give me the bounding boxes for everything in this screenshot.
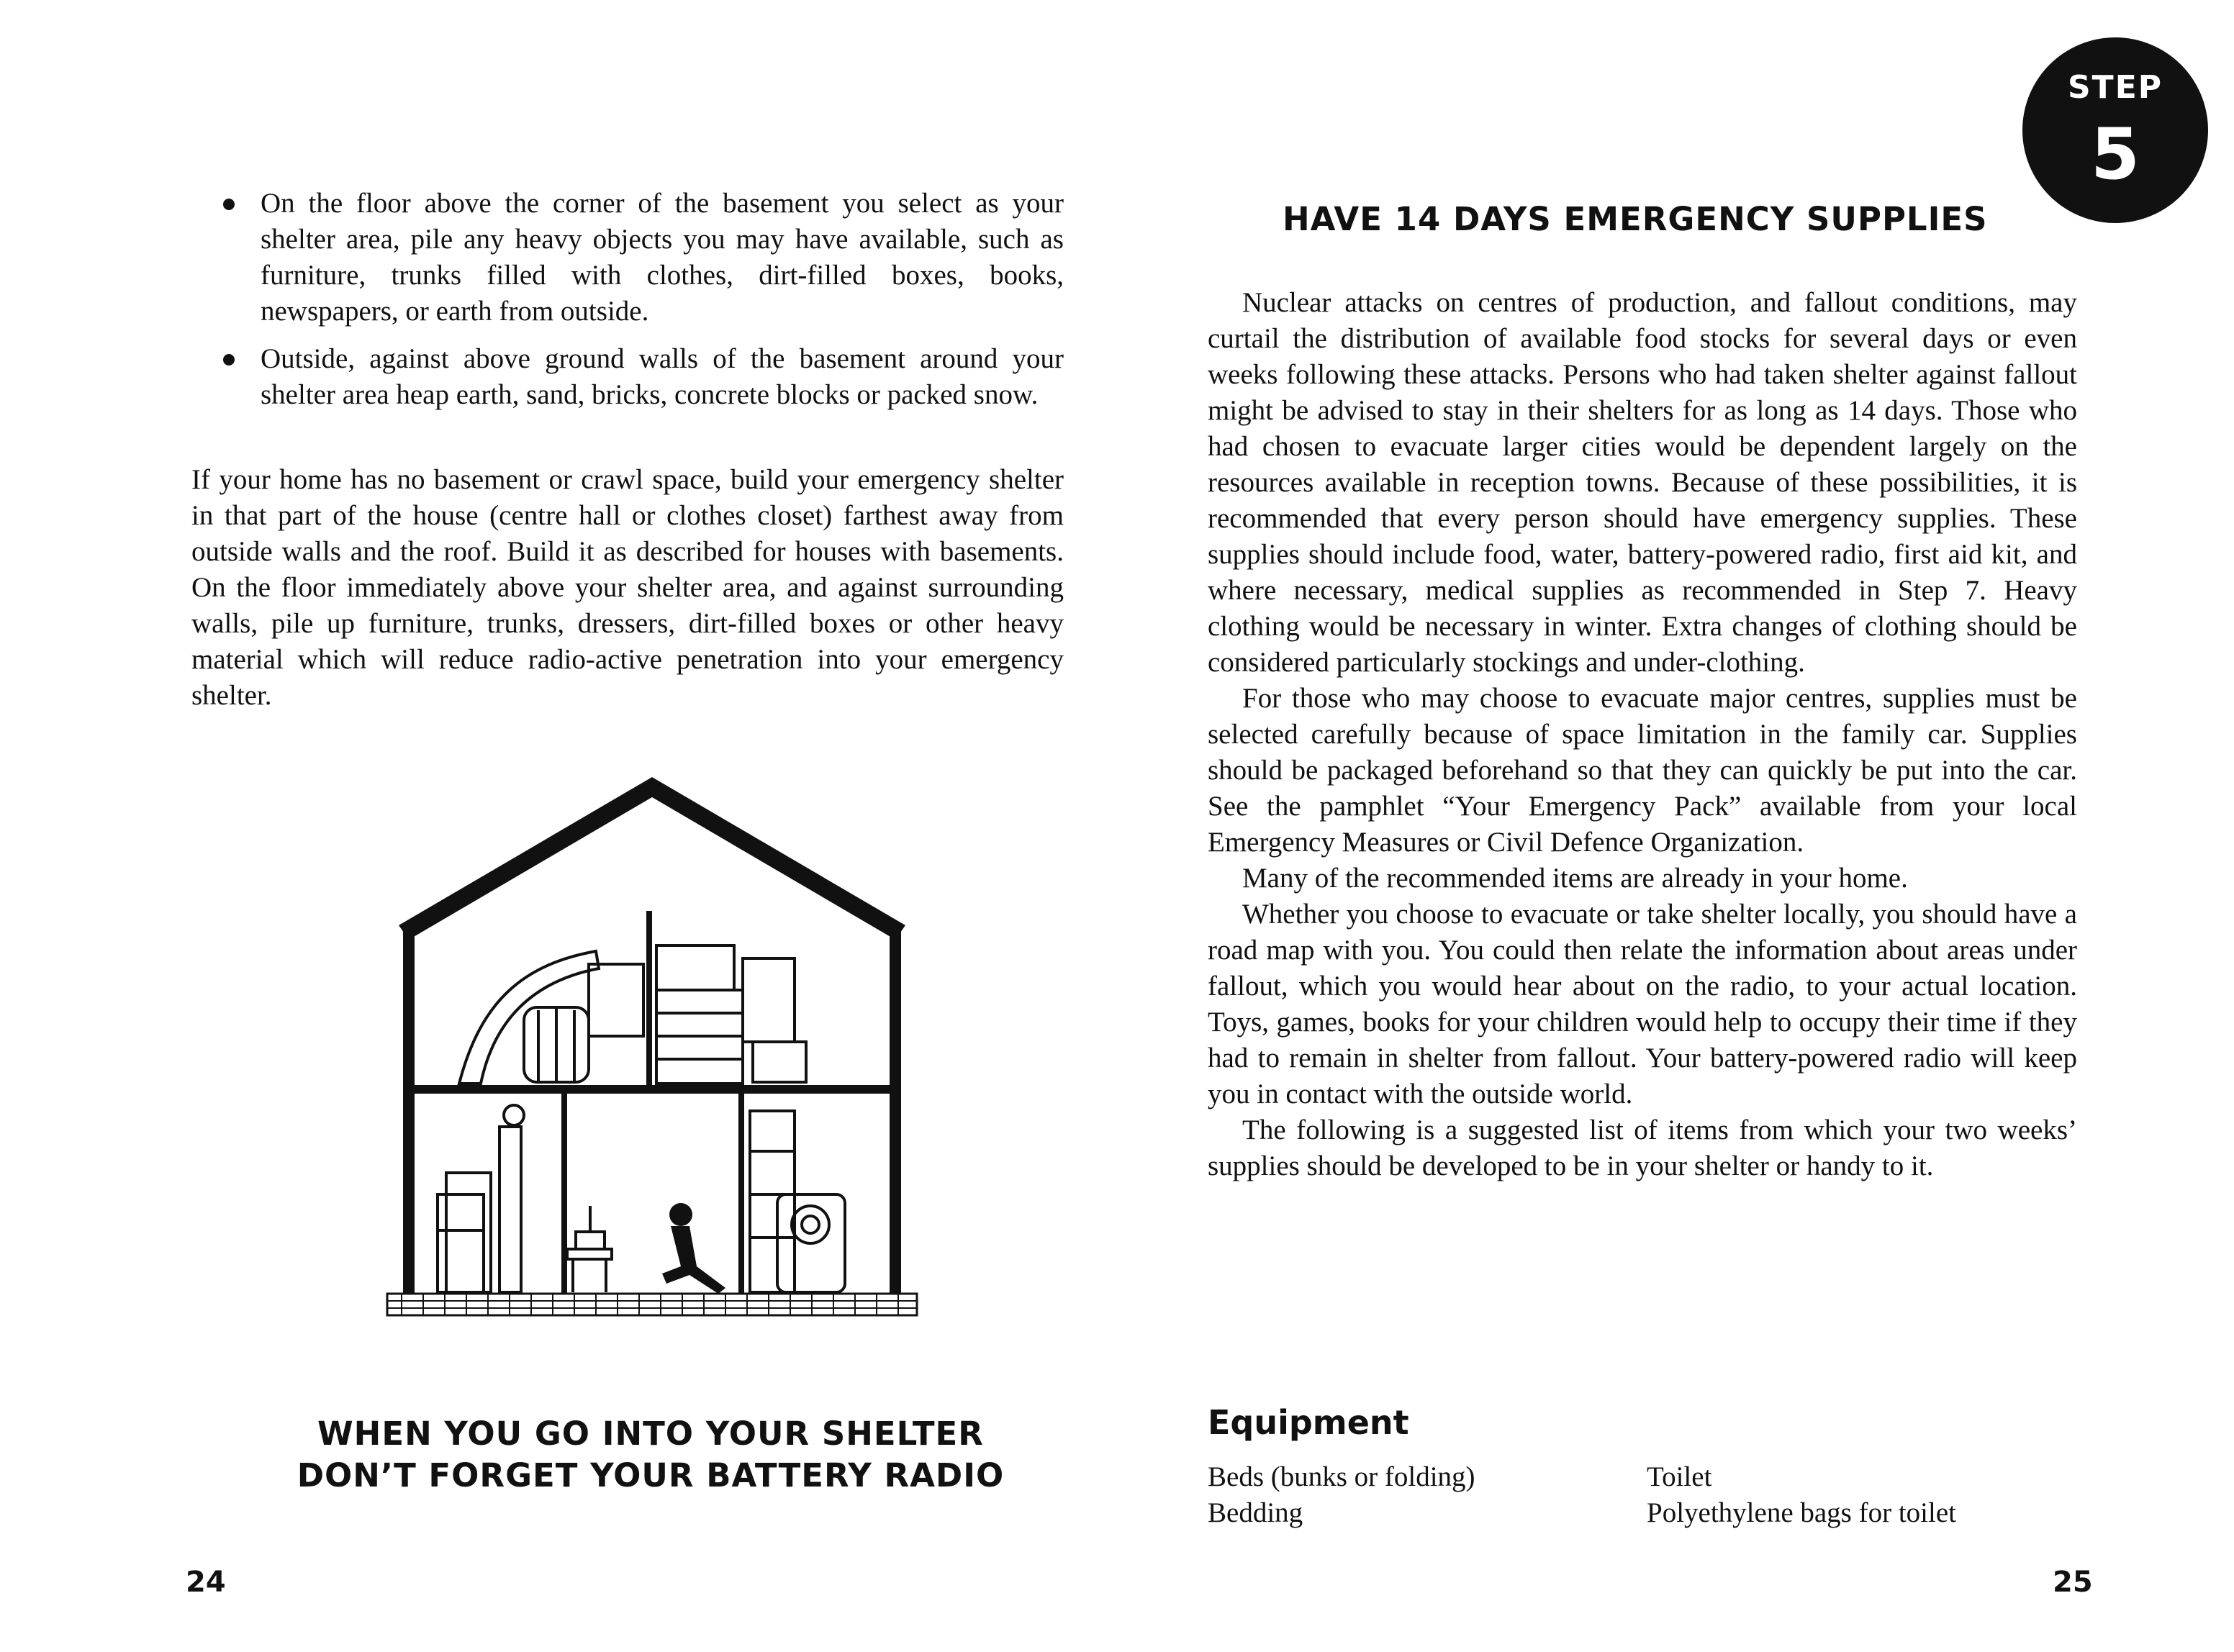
equipment-list-column-1 xyxy=(1208,1459,1611,1531)
lower-left-partition xyxy=(561,1094,567,1294)
caption-line-1: WHEN YOU GO INTO YOUR SHELTER xyxy=(317,1415,984,1453)
bullet-text: Outside, against above ground walls of the basement around your shelter area heap earth, sand, bricks, concrete blocks or packed snow. xyxy=(261,343,1064,410)
bullet-dot-icon xyxy=(223,354,235,366)
supplies-paragraph: Whether you choose to evacuate or take shelter locally, you should have a road map with you. You could then relate the information about areas under fallout, which you would hear about on the radio, to your actual location. Toys, games, books for your children would help to occupy their time if they had to remain in shelter from fallout. Your battery-powered radio will keep you in contact with the outside world. xyxy=(1208,899,2077,1109)
step-badge-number: 5 xyxy=(2090,114,2140,196)
left-wall xyxy=(403,930,415,1294)
seated-person-icon xyxy=(662,1203,725,1294)
supplies-paragraph: For those who may choose to evacuate major centres, supplies must be selected carefully because of space limitation in the family car. Supplies should be packaged beforehand so that they can quickly be put into the car. See the pamphlet “Your Emergency Pack” available from your local Emergency Measures or Civil Defence Organization. xyxy=(1208,683,2077,858)
house-shelter-illustration xyxy=(380,770,924,1338)
equipment-item: Bedding xyxy=(1208,1497,1303,1528)
no-basement-paragraph: If your home has no basement or crawl space, build your emergency shelter in that part of the house (centre hall or clothes closet) farthest away from outside walls and the roof. Build it as described for houses with basements. On the floor immediately above your shelter area, and against surrounding walls, pile up furniture, trunks, dressers, dirt-filled boxes or other heavy material which will reduce radio-active penetration into your emergency shelter. xyxy=(191,464,1064,711)
bullet-item xyxy=(223,341,1064,413)
bullet-item xyxy=(223,186,1064,330)
page-number-left: 24 xyxy=(186,1566,226,1599)
trunk-icon xyxy=(656,945,734,990)
cabinet-icon xyxy=(438,1194,484,1292)
armchair-spiral-icon xyxy=(792,1206,829,1243)
right-page xyxy=(1117,0,2234,1652)
equipment-list-column-2 xyxy=(1647,1459,2050,1531)
battery-radio-icon xyxy=(576,1232,605,1249)
equipment-item: Toilet xyxy=(1647,1461,1712,1492)
bullet-dot-icon xyxy=(223,199,235,210)
equipment-item: Polyethylene bags for toilet xyxy=(1647,1497,1956,1528)
supplies-body xyxy=(1208,285,2077,1184)
table-icon xyxy=(567,1249,612,1259)
column-icon xyxy=(499,1127,521,1292)
basket-icon xyxy=(753,1042,806,1082)
bullet-text: On the floor above the corner of the basement you select as your shelter area, pile any heavy objects you may have available, such as furniture, trunks filled with clothes, dirt-filled boxes, books, newspapers, or earth from outside. xyxy=(261,188,1064,327)
shelter-bullet-list xyxy=(223,186,1064,425)
section-heading: HAVE 14 DAYS EMERGENCY SUPPLIES xyxy=(1283,200,1988,238)
mattress-icon xyxy=(459,951,599,1084)
crate-icon xyxy=(743,958,795,1042)
spiral-ornament-icon xyxy=(504,1105,524,1125)
upper-floor xyxy=(415,1085,890,1094)
supplies-paragraph: Many of the recommended items are already in your home. xyxy=(1242,863,1908,894)
supplies-paragraph: The following is a suggested list of items from which your two weeks’ supplies should be developed to be in your shelter or handy to it. xyxy=(1208,1115,2077,1181)
illustration-caption xyxy=(216,1413,1085,1497)
step-badge-label: STEP xyxy=(2067,69,2163,106)
bookcase-icon xyxy=(750,1111,795,1292)
center-partition xyxy=(646,911,652,1085)
box-stack-icon xyxy=(589,964,643,1036)
right-wall xyxy=(890,930,901,1294)
step-badge xyxy=(2022,37,2208,223)
lower-right-partition xyxy=(738,1094,744,1294)
equipment-heading: Equipment xyxy=(1208,1403,1409,1442)
caption-line-2: DON’T FORGET YOUR BATTERY RADIO xyxy=(297,1456,1005,1494)
equipment-item: Beds (bunks or folding) xyxy=(1208,1461,1475,1492)
supplies-paragraph: Nuclear attacks on centres of production, and fallout conditions, may curtail the distribution of available food stocks for several days or even weeks following these attacks. Persons who had taken shelter against fallout might be advised to stay in their shelters for as long as 14 days. Those who had chosen to evacuate larger cities would be dependent largely on the resources available in reception towns. Because of these possibilities, it is recommended that every person should have emergency supplies. These supplies should include food, water, battery-powered radio, first aid kit, and where necessary, medical supplies as recommended in Step 7. Heavy clothing would be necessary in winter. Extra changes of clothing should be considered particularly stockings and under-clothing. xyxy=(1208,287,2077,678)
page-number-right: 25 xyxy=(2053,1566,2093,1599)
